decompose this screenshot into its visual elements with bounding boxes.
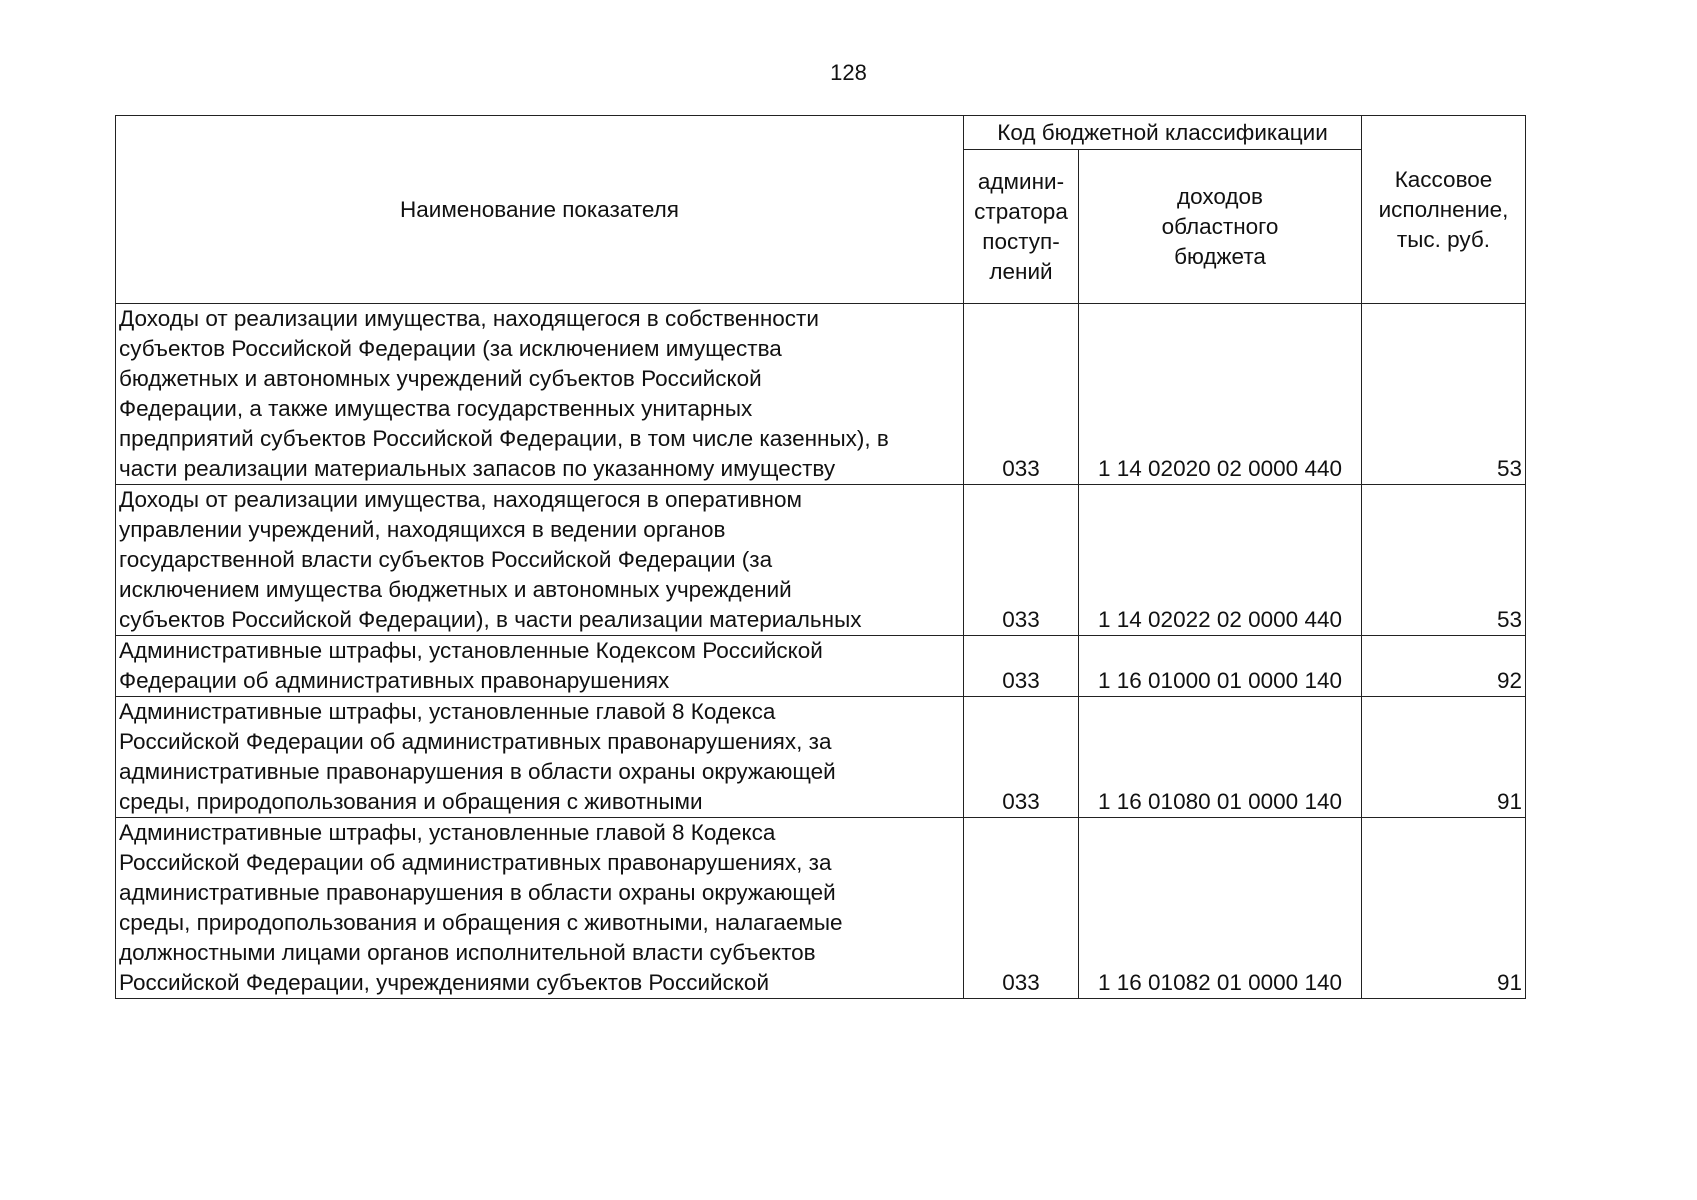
row-name-line: Административные штрафы, установленные главой 8 Кодекса <box>119 820 776 845</box>
row-name-line: бюджетных и автономных учреждений субъектов Российской <box>119 366 762 391</box>
row-name-line: административные правонарушения в области охраны окружающей <box>119 880 836 905</box>
row-name <box>116 636 964 697</box>
row-name-line: Федерации об административных правонарушениях <box>119 668 670 693</box>
row-name-line: субъектов Российской Федерации), в части реализации материальных <box>119 607 862 632</box>
row-name-line: административные правонарушения в области охраны окружающей <box>119 759 836 784</box>
row-amount: 53 <box>1362 485 1526 636</box>
header-admin-line: поступ- <box>982 228 1060 254</box>
row-name-line: Федерации, а также имущества государственных унитарных <box>119 396 753 421</box>
row-name-line: Российской Федерации, учреждениями субъектов Российской <box>119 970 770 995</box>
budget-table <box>115 115 1526 999</box>
row-code: 1 16 01082 01 0000 140 <box>1079 818 1362 999</box>
header-income-line: областного <box>1161 213 1279 239</box>
row-name-line: Доходы от реализации имущества, находящегося в собственности <box>119 306 819 331</box>
row-name-line: Административные штрафы, установленные главой 8 Кодекса <box>119 699 776 724</box>
row-admin: 033 <box>964 818 1079 999</box>
table-row <box>116 697 1526 818</box>
header-income <box>1079 150 1362 304</box>
row-name-line: Российской Федерации об административных правонарушениях, за <box>119 850 832 875</box>
header-admin-line: админи- <box>977 168 1065 194</box>
row-name-line: субъектов Российской Федерации (за исключением имущества <box>119 336 782 361</box>
header-income-line: бюджета <box>1174 243 1266 269</box>
row-name-line: исключением имущества бюджетных и автономных учреждений <box>119 577 792 602</box>
table-row <box>116 636 1526 697</box>
header-income-line: доходов <box>1176 183 1263 209</box>
header-execution-line: Кассовое <box>1394 166 1493 192</box>
table-row <box>116 304 1526 485</box>
row-code: 1 16 01080 01 0000 140 <box>1079 697 1362 818</box>
table-row <box>116 485 1526 636</box>
header-admin-line: стратора <box>974 198 1068 224</box>
row-name-line: государственной власти субъектов Российской Федерации (за <box>119 547 773 572</box>
row-name-line: Доходы от реализации имущества, находящегося в оперативном <box>119 487 802 512</box>
row-name-line: Административные штрафы, установленные Кодексом Российской <box>119 638 823 663</box>
header-group <box>964 116 1362 150</box>
row-name-line: части реализации материальных запасов по указанному имуществу <box>119 456 836 481</box>
row-amount: 91 <box>1362 697 1526 818</box>
header-admin-line: лений <box>989 258 1053 284</box>
row-admin: 033 <box>964 304 1079 485</box>
header-name-text: Наименование показателя <box>400 196 679 222</box>
header-execution-line: исполнение, <box>1378 196 1509 222</box>
row-amount: 91 <box>1362 818 1526 999</box>
row-name <box>116 304 964 485</box>
row-amount: 53 <box>1362 304 1526 485</box>
header-group-text: Код бюджетной классификации <box>997 119 1328 145</box>
row-name-line: среды, природопользования и обращения с животными, налагаемые <box>119 910 843 935</box>
row-name <box>116 818 964 999</box>
header-execution <box>1362 116 1526 304</box>
row-code: 1 14 02022 02 0000 440 <box>1079 485 1362 636</box>
row-admin: 033 <box>964 636 1079 697</box>
row-name-line: предприятий субъектов Российской Федерации, в том числе казенных), в <box>119 426 889 451</box>
row-code: 1 14 02020 02 0000 440 <box>1079 304 1362 485</box>
row-name-line: среды, природопользования и обращения с животными <box>119 789 703 814</box>
row-name-line: Российской Федерации об административных правонарушениях, за <box>119 729 832 754</box>
page-number: 128 <box>830 60 867 85</box>
row-amount: 92 <box>1362 636 1526 697</box>
row-admin: 033 <box>964 485 1079 636</box>
row-admin: 033 <box>964 697 1079 818</box>
row-code: 1 16 01000 01 0000 140 <box>1079 636 1362 697</box>
row-name-line: управлении учреждений, находящихся в ведении органов <box>119 517 726 542</box>
row-name <box>116 697 964 818</box>
header-admin <box>964 150 1079 304</box>
header-execution-line: тыс. руб. <box>1396 226 1491 252</box>
row-name <box>116 485 964 636</box>
row-name-line: должностными лицами органов исполнительной власти субъектов <box>119 940 816 965</box>
header-name <box>116 116 964 304</box>
table-row <box>116 818 1526 999</box>
